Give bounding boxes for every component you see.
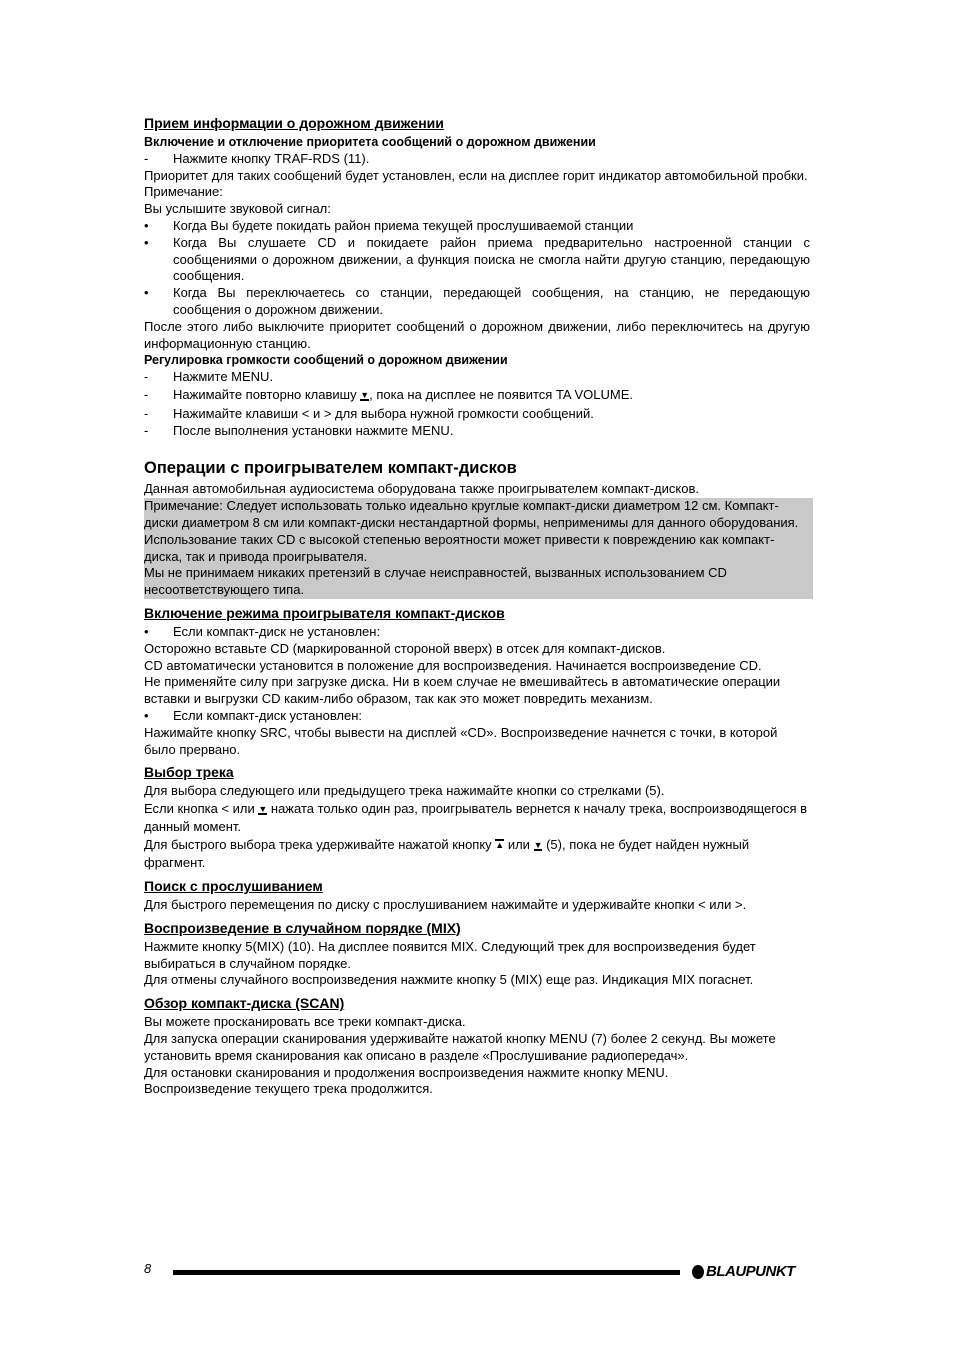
section-title-cd-mode: Включение режима проигрывателя компакт-дисков <box>144 604 505 621</box>
page-content <box>144 115 810 1098</box>
section-title-cd: Операции с проигрывателем компакт-дисков <box>144 459 517 478</box>
paragraph: Для остановки сканирования и продолжения воспроизведения нажмите кнопку MENU. <box>144 1064 669 1080</box>
section-title-track: Выбор трека <box>144 764 234 781</box>
dash-marker: - <box>144 150 149 166</box>
step-text: После выполнения установки нажмите MENU. <box>173 422 454 438</box>
step-item <box>144 369 810 386</box>
paragraph: Вы можете просканировать все треки компакт-диска. <box>144 1014 466 1030</box>
paragraph: Осторожно вставьте CD (маркированной стороной вверх) в отсек для компакт-дисков. <box>144 640 666 656</box>
paragraph: Нажмите кнопку 5(MIX) (10). На дисплее появится MIX. Следующий трек для воспроизведения будет выбираться в случайном порядке. <box>144 938 756 971</box>
paragraph: Приоритет для таких сообщений будет установлен, если на дисплее горит индикатор автомобильной пробки. <box>144 167 808 183</box>
note-label: Примечание: <box>144 184 223 200</box>
paragraph: После этого либо выключите приоритет сообщений о дорожном движении, либо переключитесь на другую информационную станцию. <box>144 318 810 351</box>
step-item <box>144 423 810 440</box>
paragraph <box>144 800 810 836</box>
arrow-up-icon: ▲ <box>495 840 505 851</box>
bullet-marker: • <box>144 285 149 301</box>
bullet-marker: • <box>144 623 149 639</box>
section-title-mix: Воспроизведение в случайном порядке (MIX) <box>144 919 461 936</box>
paragraph: Для запуска операции сканирования удерживайте нажатой кнопку MENU (7) более 2 секунд. Вы можете установить время сканирования как описано в разделе «Прослушивание радиопередач». <box>144 1031 776 1063</box>
step-item <box>144 151 810 168</box>
bullet-text: Когда Вы переключаетесь со станции, передающей сообщения, на станцию, не передающую сообщения о дорожном движении. <box>173 285 810 317</box>
warning-box <box>144 498 813 599</box>
dash-marker: - <box>144 386 149 402</box>
step-text: Нажмите кнопку TRAF-RDS (11). <box>173 150 370 166</box>
dash-marker: - <box>144 369 149 385</box>
bullet-item <box>144 624 810 641</box>
section-title-traffic: Прием информации о дорожном движении <box>144 115 444 131</box>
section-title-search: Поиск с прослушиванием <box>144 878 323 895</box>
paragraph: CD автоматически установится в положение для воспроизведения. Начинается воспроизведение CD. <box>144 657 762 673</box>
paragraph: Не применяйте силу при загрузке диска. Ни в коем случае не вмешивайтесь в автоматические операции вставки и выгрузки CD каким-либо образом, так как это может повредить механизм. <box>144 674 781 707</box>
bullet-item <box>144 235 810 285</box>
footer-rule <box>173 1270 680 1275</box>
bullet-marker: • <box>144 707 149 723</box>
logo-dot-icon <box>692 1265 704 1279</box>
paragraph: Вы услышите звуковой сигнал: <box>144 201 331 217</box>
step-text: Нажимайте повторно клавишу <box>173 386 361 402</box>
blaupunkt-logo <box>692 1264 795 1281</box>
arrow-down-icon: ▼ <box>533 840 543 851</box>
bullet-text: Если компакт-диск не установлен: <box>173 623 381 639</box>
bullet-text: Когда Вы будете покидать район приема текущей прослушиваемой станции <box>173 217 634 233</box>
text: или <box>504 837 534 853</box>
text: нажата только один раз, проигрыватель вернется к началу трека, воспроизводящегося в данный момент. <box>144 801 808 835</box>
subheading-priority: Включение и отключение приоритета сообщений о дорожном движении <box>144 135 596 149</box>
step-item <box>144 406 810 423</box>
arrow-down-icon: ▼ <box>360 389 370 400</box>
step-text: Нажимайте клавиши < и > для выбора нужной громкости сообщений. <box>173 405 594 421</box>
dash-marker: - <box>144 422 149 438</box>
paragraph: Нажимайте кнопку SRC, чтобы вывести на дисплей «CD». Воспроизведение начнется с точки, в которой было прервано. <box>144 724 778 757</box>
subheading-volume: Регулировка громкости сообщений о дорожном движении <box>144 353 508 368</box>
paragraph: Воспроизведение текущего трека продолжится. <box>144 1081 433 1097</box>
logo-text: BLAUPUNKT <box>706 1263 795 1280</box>
bullet-item <box>144 285 810 319</box>
text: Если кнопка < или <box>144 801 259 817</box>
arrow-down-icon: ▼ <box>258 804 268 815</box>
bullet-item <box>144 218 810 235</box>
warning-text: Примечание: Следует использовать только идеально круглые компакт-диски диаметром 12 см. Компакт-диски диаметром 8 см или компакт-диски нестандартной формы, неприменимы для данного оборудования. Использование таких CD с высокой степенью вероятности может привести к повреждению как компакт-диска, так и привода проигрывателя. <box>144 498 799 564</box>
paragraph: Для отмены случайного воспроизведения нажмите кнопку 5 (MIX) еще раз. Индикация MIX погаснет. <box>144 972 754 988</box>
bullet-marker: • <box>144 217 149 233</box>
paragraph <box>144 836 810 872</box>
bullet-text: Если компакт-диск установлен: <box>173 707 363 723</box>
bullet-marker: • <box>144 234 149 250</box>
paragraph: Для быстрого перемещения по диску с прослушиванием нажимайте и удерживайте кнопки < или >. <box>144 897 747 913</box>
page-number: 8 <box>144 1261 152 1276</box>
bullet-text: Когда Вы слушаете CD и покидаете район приема предварительно настроенной станции с сообщениями о дорожном движении, а функция поиска не смогла найти другую станцию, передающую сообщения. <box>173 234 810 284</box>
bullet-item <box>144 708 810 725</box>
dash-marker: - <box>144 405 149 421</box>
paragraph: Данная автомобильная аудиосистема оборудована также проигрывателем компакт-дисков. <box>144 481 699 497</box>
warning-text: Мы не принимаем никаких претензий в случае неисправностей, вызванных использованием CD несоответствующего типа. <box>144 565 727 598</box>
step-item <box>144 387 810 404</box>
step-text: Нажмите MENU. <box>173 369 274 385</box>
text: Для быстрого выбора трека удерживайте нажатой кнопку <box>144 837 496 853</box>
step-text: , пока на дисплее не появится TA VOLUME. <box>369 386 634 402</box>
section-title-scan: Обзор компакт-диска (SCAN) <box>144 995 345 1012</box>
text: (5), пока не будет найден нужный фрагмент. <box>144 837 750 871</box>
paragraph: Для выбора следующего или предыдущего трека нажимайте кнопки со стрелками (5). <box>144 783 665 799</box>
